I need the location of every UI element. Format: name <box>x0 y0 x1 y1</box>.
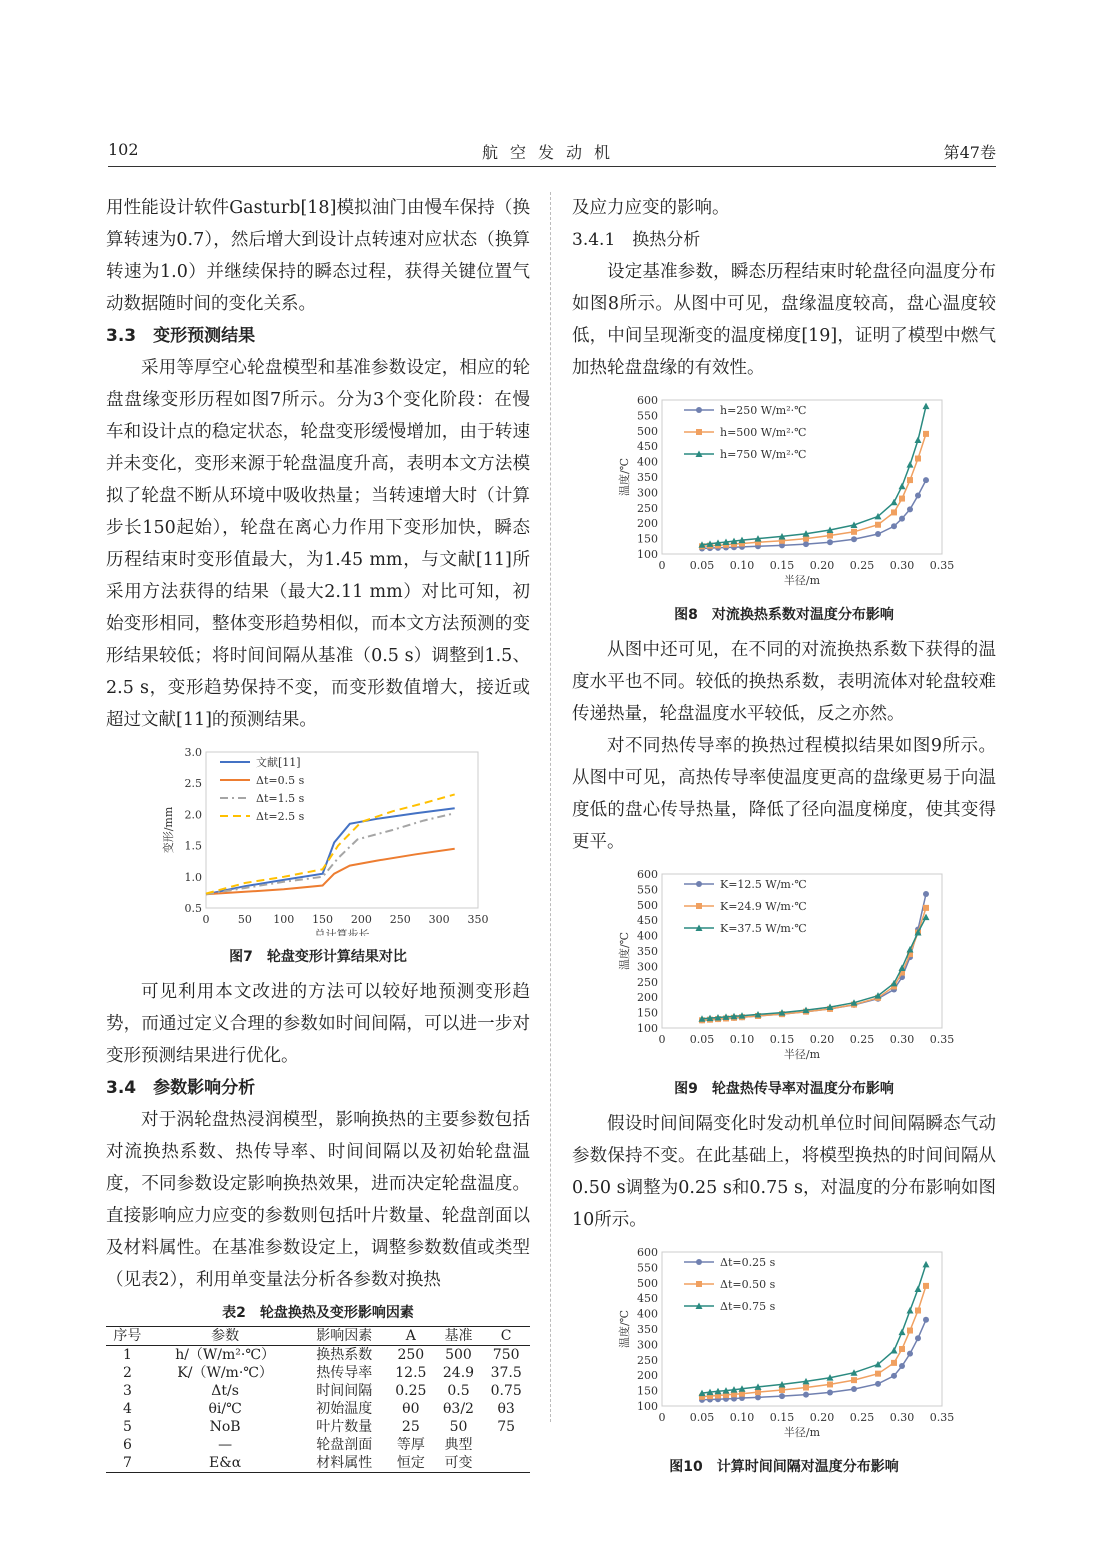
x-axis-label: 总计算步长 <box>314 928 370 936</box>
table-cell: θ3/2 <box>442 1401 474 1417</box>
series-line <box>702 1320 926 1400</box>
table-cell <box>482 1436 530 1454</box>
data-point <box>923 1283 929 1289</box>
x-tick-label: 0.30 <box>889 1033 915 1046</box>
data-point <box>899 516 905 522</box>
y-tick-label: 250 <box>637 501 658 515</box>
x-tick-label: 0.15 <box>769 1033 795 1046</box>
x-tick-label: 50 <box>237 913 252 926</box>
y-tick-label: 500 <box>637 898 658 912</box>
legend-label: K=24.9 W/m·℃ <box>720 900 807 913</box>
table-cell: 5 <box>122 1419 132 1435</box>
y-tick-label: 1.5 <box>184 839 202 853</box>
y-tick-label: 450 <box>637 440 658 454</box>
data-point <box>851 1377 857 1383</box>
y-tick-label: 600 <box>637 394 658 407</box>
figure-caption: 图9 轮盘热传导率对温度分布影响 <box>674 1081 894 1097</box>
data-point <box>899 483 906 490</box>
y-tick-label: 100 <box>637 1022 658 1035</box>
data-point <box>907 1351 913 1357</box>
table-header-cell: 参数 <box>149 1327 302 1346</box>
x-tick-label: 0.05 <box>689 1411 715 1424</box>
data-point <box>915 456 921 462</box>
data-point <box>891 523 897 529</box>
y-tick-label: 150 <box>637 1384 658 1398</box>
x-tick-label: 0.30 <box>889 1411 915 1424</box>
table-cell: K/（W/m·℃） <box>177 1365 273 1381</box>
table-cell: 50 <box>449 1419 468 1435</box>
table-row <box>106 1346 530 1365</box>
data-point <box>875 1381 881 1387</box>
data-point <box>755 1389 761 1395</box>
table-cell: 可变 <box>435 1454 483 1473</box>
legend-label: Δt=1.5 s <box>256 792 305 805</box>
data-point <box>779 1387 785 1393</box>
table-cell: 2 <box>122 1365 132 1381</box>
data-point <box>696 1259 702 1265</box>
subsection-heading: 3.4.1 换热分析 <box>572 230 701 250</box>
table-cell: 0.5 <box>447 1383 470 1399</box>
x-tick-label: 0 <box>658 1033 666 1046</box>
table-cell <box>482 1454 530 1473</box>
x-axis-label: 半径/m <box>783 1426 821 1439</box>
table-cell: θi/℃ <box>208 1401 242 1417</box>
plot-area <box>206 752 478 908</box>
y-axis-label: 温度/℃ <box>618 457 631 497</box>
x-tick-label: 0.35 <box>929 1411 955 1424</box>
table-cell: 500 <box>445 1347 472 1363</box>
paragraph: 采用等厚空心轮盘模型和基准参数设定，相应的轮盘盘缘变形历程如图7所示。分为3个变化阶段：在慢车和设计点的稳定状态，轮盘变形缓慢增加，由于转速并未变化，变形来源于轮盘温度升高，表明本文方法模拟了轮盘不断从环境中吸收热量；当转速增大时（计算步长150起始），轮盘在离心力作用下变形加快，瞬态历程结束时变形值最大，为1.45 mm，与文献[11]所采用方法获得的结果（最大2.11 mm）对比可知，初始变形相同，整体变形趋势相似，而本文方法预测的变形结果较低；将时间间隔从基准（0.5 s）调整到1.5、2.5 s，变形趋势保持不变，而变形数值增大，接近或超过文献[11]的预测结果。 <box>106 358 530 730</box>
data-point <box>827 1381 833 1387</box>
data-point <box>891 1373 897 1379</box>
temperature-chart-h <box>572 394 996 594</box>
x-tick-label: 200 <box>350 913 372 926</box>
y-tick-label: 150 <box>637 532 658 546</box>
x-tick-label: 150 <box>312 913 334 926</box>
y-tick-label: 350 <box>637 471 658 484</box>
y-tick-label: 350 <box>637 1323 658 1336</box>
table-cell: θ0 <box>402 1401 420 1417</box>
y-tick-label: 600 <box>637 868 658 881</box>
x-tick-label: 0.20 <box>809 1033 835 1046</box>
data-point <box>907 1328 913 1334</box>
y-tick-label: 400 <box>637 455 658 469</box>
table-cell: 时间间隔 <box>316 1383 373 1399</box>
table-cell: 250 <box>397 1347 425 1363</box>
legend-label: 文献[11] <box>256 756 301 769</box>
table-caption: 表2 轮盘换热及变形影响因素 <box>222 1305 414 1321</box>
data-point <box>875 531 881 537</box>
table-cell: 典型 <box>444 1437 473 1453</box>
paragraph: 可见利用本文改进的方法可以较好地预测变形趋势，而通过定义合理的参数如时间间隔，可以进一步对变形预测结果进行优化。 <box>106 982 530 1066</box>
figure-9 <box>572 868 996 1098</box>
x-tick-label: 350 <box>467 913 489 926</box>
data-point <box>803 1392 809 1398</box>
table-cell: 12.5 <box>395 1365 427 1381</box>
x-tick-label: 0.10 <box>729 1411 755 1424</box>
x-tick-label: 0.25 <box>849 559 875 572</box>
paragraph: 假设时间间隔变化时发动机单位时间间隔瞬态气动参数保持不变。在此基础上，将模型换热的时间间隔从0.50 s调整为0.25 s和0.75 s，对温度的分布影响如图10所示。 <box>572 1114 996 1230</box>
paragraph: 用性能设计软件Gasturb[18]模拟油门由慢车保持（换算转速为0.7），然后增大到设计点转速对应状态（换算转速为1.0）并继续保持的瞬态过程，获得关键位置气动数据随时间的变化关系。 <box>106 198 530 314</box>
y-tick-label: 250 <box>637 1353 658 1367</box>
figure-10 <box>572 1246 996 1476</box>
data-point <box>696 429 702 435</box>
data-point <box>696 1281 702 1287</box>
y-tick-label: 3.0 <box>184 746 202 759</box>
x-axis-label: 半径/m <box>783 1048 821 1061</box>
y-tick-label: 300 <box>637 486 658 500</box>
temperature-chart-dt <box>572 1246 996 1446</box>
legend-label: h=500 W/m²·℃ <box>720 426 807 439</box>
plot-area <box>662 874 942 1028</box>
y-tick-label: 150 <box>637 1006 658 1020</box>
data-point <box>907 506 913 512</box>
table-row <box>106 1418 530 1436</box>
table-header-cell: 基准 <box>435 1327 483 1346</box>
x-axis-label: 半径/m <box>783 574 821 587</box>
paragraph: 及应力应变的影响。 <box>572 198 730 218</box>
data-point <box>907 477 913 483</box>
legend-label: Δt=0.5 s <box>256 774 305 787</box>
page-number: 102 <box>108 140 139 159</box>
table-cell: 0.75 <box>490 1383 522 1399</box>
data-point <box>803 541 809 547</box>
y-tick-label: 300 <box>637 960 658 974</box>
table-header-row <box>106 1327 530 1346</box>
plot-area <box>662 1252 942 1406</box>
legend-label: h=250 W/m²·℃ <box>720 404 807 417</box>
table-cell: 24.9 <box>442 1365 475 1381</box>
y-tick-label: 0.5 <box>184 902 202 915</box>
data-point <box>891 499 898 506</box>
paragraph: 对不同热传导率的换热过程模拟结果如图9所示。从图中可见，高热传导率使温度更高的盘缘更易于向温度低的盘心传导热量，降低了径向温度梯度，使其变得更平。 <box>572 736 996 852</box>
y-axis-label: 变形/mm <box>162 806 175 854</box>
figure-caption: 图10 计算时间间隔对温度分布影响 <box>669 1459 899 1475</box>
x-tick-label: 0.35 <box>929 559 955 572</box>
data-point <box>696 881 702 887</box>
x-tick-label: 0.10 <box>729 1033 755 1046</box>
data-point <box>891 509 897 515</box>
data-point <box>803 1385 809 1391</box>
section-heading: 3.4 参数影响分析 <box>106 1078 256 1098</box>
x-tick-label: 0.25 <box>849 1411 875 1424</box>
table-cell: 4 <box>122 1401 132 1417</box>
section-heading: 3.3 变形预测结果 <box>106 326 256 346</box>
y-tick-label: 100 <box>637 548 658 561</box>
table-header-cell: 影响因素 <box>301 1327 387 1346</box>
journal-title: 航空发动机 <box>481 143 622 162</box>
data-point <box>696 903 702 909</box>
paragraph: 从图中还可见，在不同的对流换热系数下获得的温度水平也不同。较低的换热系数，表明流体对轮盘较难传递热量，轮盘温度水平较低，反之亦然。 <box>572 640 996 724</box>
data-point <box>891 1360 897 1366</box>
y-tick-label: 300 <box>637 1338 658 1352</box>
y-axis-label: 温度/℃ <box>618 931 631 971</box>
x-tick-label: 0 <box>202 913 210 926</box>
data-point <box>915 437 922 444</box>
data-point <box>899 1329 906 1336</box>
data-point <box>696 407 702 413</box>
data-point <box>827 533 833 539</box>
x-tick-label: 0.20 <box>809 1411 835 1424</box>
data-point <box>851 1386 857 1392</box>
data-point <box>923 431 929 437</box>
x-tick-label: 0.30 <box>889 559 915 572</box>
data-point <box>851 536 857 542</box>
table-row <box>106 1400 530 1418</box>
table-cell: 恒定 <box>387 1454 435 1473</box>
x-tick-label: 0 <box>658 559 666 572</box>
x-tick-label: 0 <box>658 1411 666 1424</box>
x-tick-label: 0.15 <box>769 559 795 572</box>
y-tick-label: 2.5 <box>184 777 202 791</box>
data-point <box>923 1261 930 1268</box>
data-point <box>899 496 905 502</box>
data-point <box>755 1394 761 1400</box>
data-point <box>851 529 857 535</box>
data-point <box>923 477 929 483</box>
data-point <box>915 1285 922 1292</box>
table-cell: 初始温度 <box>316 1401 373 1417</box>
data-point <box>923 905 929 911</box>
table-cell: 37.5 <box>490 1365 522 1381</box>
column-divider <box>550 192 551 1422</box>
legend-label: Δt=0.75 s <box>720 1300 776 1313</box>
y-tick-label: 550 <box>637 409 658 423</box>
y-tick-label: 450 <box>637 914 658 928</box>
table-cell: 75 <box>497 1419 516 1435</box>
table-cell: Δt/s <box>211 1383 239 1399</box>
plot-area <box>662 400 942 554</box>
x-tick-label: 0.25 <box>849 1033 875 1046</box>
x-tick-label: 0.20 <box>809 559 835 572</box>
y-tick-label: 450 <box>637 1292 658 1306</box>
running-header <box>108 138 996 167</box>
y-tick-label: 500 <box>637 1276 658 1290</box>
data-point <box>907 1307 914 1314</box>
table-cell: 750 <box>492 1347 520 1363</box>
data-point <box>899 1363 905 1369</box>
table-cell: 0.25 <box>395 1383 427 1399</box>
data-point <box>923 403 930 410</box>
table-header-cell: A <box>387 1327 435 1346</box>
y-tick-label: 1.0 <box>184 870 202 884</box>
x-tick-label: 100 <box>273 913 295 926</box>
table-cell: 1 <box>122 1347 132 1363</box>
y-tick-label: 200 <box>637 991 658 1005</box>
table-cell: NoB <box>209 1419 241 1435</box>
x-tick-label: 0.10 <box>729 559 755 572</box>
y-tick-label: 600 <box>637 1246 658 1259</box>
table-cell: h/（W/m²·℃） <box>175 1347 276 1363</box>
data-point <box>923 891 929 897</box>
table-cell: 轮盘剖面 <box>316 1437 373 1453</box>
table-cell: E&α <box>149 1454 302 1473</box>
y-axis-label: 温度/℃ <box>618 1309 631 1349</box>
paragraph: 对于涡轮盘热浸润模型，影响换热的主要参数包括对流换热系数、热传导率、时间间隔以及初始轮盘温度，不同参数设定影响换热效果，进而决定轮盘温度。直接影响应力应变的参数则包括叶片数量、轮盘剖面以及材料属性。在基准参数设定上，调整参数数值或类型（见表2），利用单变量法分析各参数对换热 <box>106 1110 530 1290</box>
y-tick-label: 200 <box>637 1369 658 1383</box>
y-tick-label: 400 <box>637 1307 658 1321</box>
data-point <box>907 461 914 468</box>
data-point <box>915 1308 921 1314</box>
data-point <box>827 539 833 545</box>
table-cell: 热传导率 <box>316 1365 373 1381</box>
y-tick-label: 400 <box>637 929 658 943</box>
table-row <box>106 1364 530 1382</box>
figure-8 <box>572 394 996 624</box>
x-tick-label: 0.05 <box>689 559 715 572</box>
data-point <box>899 1346 905 1352</box>
legend-label: K=37.5 W/m·℃ <box>720 922 807 935</box>
legend-label: Δt=0.50 s <box>720 1278 776 1291</box>
figure-caption: 图8 对流换热系数对温度分布影响 <box>674 607 894 623</box>
table-header-cell: 序号 <box>106 1327 149 1346</box>
table-cell: 等厚 <box>396 1437 425 1453</box>
data-point <box>923 1317 929 1323</box>
x-tick-label: 250 <box>389 913 411 926</box>
table-row <box>106 1382 530 1400</box>
y-tick-label: 250 <box>637 975 658 989</box>
legend-label: Δt=0.25 s <box>720 1256 776 1269</box>
temperature-chart-k <box>572 868 996 1068</box>
table-header-cell: C <box>482 1327 530 1346</box>
legend-label: K=12.5 W/m·℃ <box>720 878 807 891</box>
y-tick-label: 200 <box>637 517 658 531</box>
table-cell: — <box>218 1437 233 1453</box>
figure-caption: 图7 轮盘变形计算结果对比 <box>229 949 407 965</box>
table-row <box>106 1436 530 1454</box>
x-tick-label: 0.35 <box>929 1033 955 1046</box>
table-cell: θ3 <box>497 1401 515 1417</box>
table-cell: 25 <box>401 1419 420 1435</box>
data-point <box>875 522 881 528</box>
table-row <box>106 1454 530 1473</box>
data-point <box>827 1389 833 1395</box>
y-tick-label: 100 <box>637 1400 658 1413</box>
left-column <box>106 192 530 1473</box>
table-cell: 7 <box>106 1454 149 1473</box>
table-cell: 3 <box>122 1383 132 1399</box>
deformation-chart <box>106 746 530 936</box>
x-tick-label: 0.15 <box>769 1411 795 1424</box>
data-point <box>875 1371 881 1377</box>
parameter-table <box>106 1326 530 1473</box>
volume-label: 第47卷 <box>943 143 996 162</box>
data-point <box>915 1335 921 1341</box>
y-tick-label: 550 <box>637 1261 658 1275</box>
y-tick-label: 500 <box>637 424 658 438</box>
legend-label: h=750 W/m²·℃ <box>720 448 807 461</box>
table-cell: 叶片数量 <box>316 1419 373 1435</box>
x-tick-label: 0.05 <box>689 1033 715 1046</box>
table-cell: 6 <box>122 1437 132 1453</box>
legend-label: Δt=2.5 s <box>256 810 305 823</box>
y-tick-label: 550 <box>637 883 658 897</box>
table-cell: 换热系数 <box>316 1347 373 1363</box>
x-tick-label: 300 <box>428 913 450 926</box>
data-point <box>891 1347 898 1354</box>
data-point <box>779 1393 785 1399</box>
figure-7 <box>106 746 530 966</box>
y-tick-label: 2.0 <box>184 808 202 822</box>
series-line <box>206 808 455 894</box>
paragraph: 设定基准参数，瞬态历程结束时轮盘径向温度分布如图8所示。从图中可见，盘缘温度较高，盘心温度较低，中间呈现渐变的温度梯度[19]，证明了模型中燃气加热轮盘盘缘的有效性。 <box>572 262 996 378</box>
y-tick-label: 350 <box>637 945 658 958</box>
data-point <box>915 492 921 498</box>
right-column <box>572 192 996 1486</box>
table-cell: 材料属性 <box>301 1454 387 1473</box>
